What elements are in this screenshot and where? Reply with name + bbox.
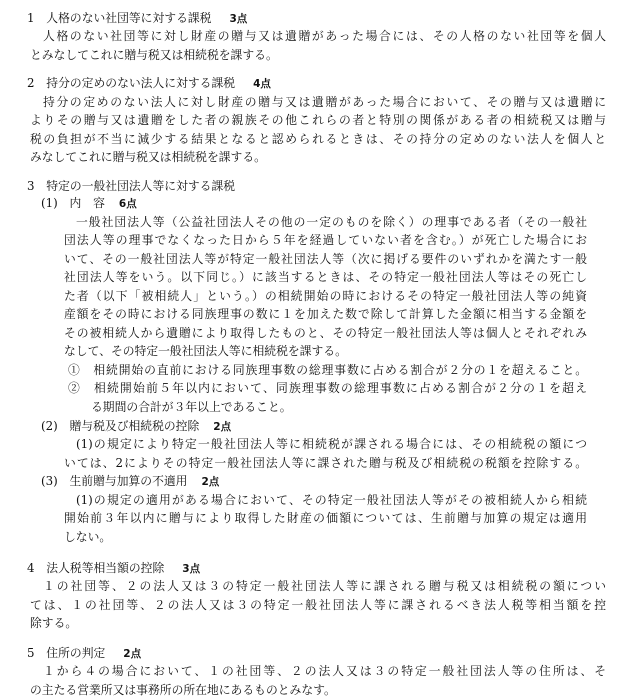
requirement-2-line: る期間の合計が３年以上であること。 [91, 400, 292, 414]
section-2-line: よりその贈与又は遺贈をした者の親族その他これらの者と特別の関係がある者の相続税又は贈与 [30, 113, 606, 127]
section-1-line: 人格のない社団等に対し財産の贈与又は遺贈があった場合には、その人格のない社団等を個人 [43, 29, 606, 43]
subsection-1-line: 一般社団法人等（公益社団法人その他の一定のものを除く）の理事である者（その一般社 [76, 215, 587, 229]
section-1-points: 3点 [229, 13, 248, 25]
section-1-heading: 1 人格のない社団等に対する課税 3点 [27, 11, 248, 25]
section-5-heading: 5 住所の判定 2点 [27, 646, 142, 660]
section-2-line: 持分の定めのない法人に対し財産の贈与又は遺贈があった場合において、その贈与又は遺贈に [43, 95, 606, 109]
subsection-3-line: (1)の規定の適用がある場合において、その特定一般社団法人等がその被相続人から相続 [76, 493, 587, 507]
section-4-line: 除する。 [30, 616, 78, 630]
subsection-1-line: その被相続人から遺贈により取得したものと、その特定一般社団法人等は個人とそれぞれみ [64, 326, 587, 340]
subsection-1-points: 6点 [118, 198, 137, 210]
section-4-points: 3点 [182, 563, 201, 575]
section-5-line: の主たる営業所又は事務所の所在地にあるものとみなす。 [30, 683, 336, 697]
subsection-1-line: 団法人等の理事でなくなった日から５年を経過していない者を含む。）が死亡した場合にお [64, 233, 587, 247]
subsection-1-line: いて、その一般社団法人等が特定一般社団法人等（次に掲げる要件のいずれかを満たす一般 [64, 252, 587, 266]
subsection-2-line: (1)の規定により特定一般社団法人等に相続税が課される場合には、その相続税の額につ [76, 437, 587, 451]
section-5-line: １から４の場合において、１の社団等、２の法人又は３の特定一般社団法人等の住所は、そ [43, 664, 606, 678]
subsection-1-line: 社団法人等をいう。以下同じ。）に該当するときは、その特定一般社団法人等はその死亡し [64, 270, 587, 284]
section-4-line: １の社団等、２の法人又は３の特定一般社団法人等に課される贈与税又は相続税の額につい [43, 579, 606, 593]
subsection-2-points: 2点 [213, 421, 232, 433]
requirement-2: ② 相続開始前５年以内において、同族理事数の総理事数に占める割合が２分の１を超え [68, 381, 587, 395]
subsection-3-points: 2点 [201, 476, 220, 488]
subsection-1-heading: (1) 内 容 6点 [41, 196, 137, 210]
subsection-3-line: しない。 [64, 530, 112, 544]
subsection-2-line: いては、2によりその特定一般社団法人等に課された贈与税及び相続税の税額を控除する。 [64, 456, 587, 470]
subsection-3-line: 開始前３年以内に贈与により取得した財産の価額については、生前贈与加算の規定は適用 [64, 511, 587, 525]
subsection-1-line: なして、その特定一般社団法人等に相続税を課する。 [64, 344, 347, 358]
section-2-points: 4点 [253, 78, 271, 90]
requirement-1: ① 相続開始の直前における同族理事数の総理事数に占める割合が２分の１を超えること。 [68, 363, 587, 377]
section-1-line: とみなしてこれに贈与税又は相続税を課する。 [30, 48, 278, 62]
subsection-1-line: た者（以下「被相続人」という。）の相続開始の時におけるその特定一般社団法人等の純資 [64, 289, 587, 303]
section-5-points: 2点 [123, 648, 142, 660]
section-2-line: みなしてこれに贈与税又は相続税を課する。 [30, 150, 266, 164]
section-2-heading: 2 持分の定めのない法人に対する課税 4点 [27, 76, 271, 90]
section-3-heading: 3 特定の一般社団法人等に対する課税 [27, 179, 236, 193]
subsection-2-heading: (2) 贈与税及び相続税の控除 2点 [41, 419, 232, 433]
subsection-1-line: 産額をその時における同族理事の数に１を加えた数で除して計算した金額に相当する金額を [64, 307, 587, 321]
section-4-heading: 4 法人税等相当額の控除 3点 [27, 561, 201, 575]
section-4-line: ては、１の社団等、２の法人又は３の特定一般社団法人等に課されるべき法人税等相当額を控 [30, 598, 606, 612]
subsection-3-heading: (3) 生前贈与加算の不適用 2点 [41, 474, 220, 488]
section-2-line: 税の負担が不当に減少する結果となると認められるときは、その持分の定めのない法人を個人と [30, 132, 606, 146]
